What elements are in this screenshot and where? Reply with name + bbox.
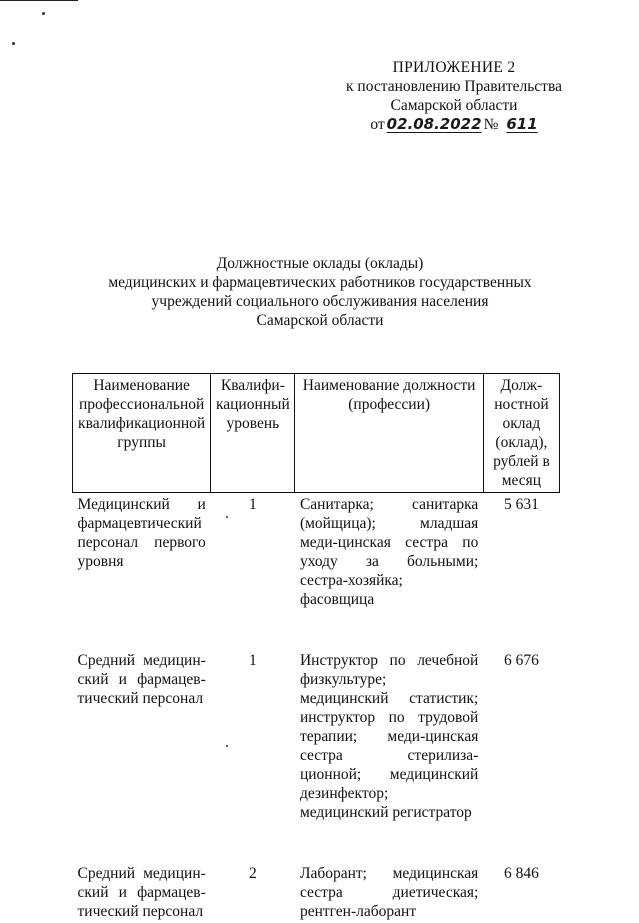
cell-group: Средний медицин-ский и фармацев-тический персонал bbox=[77, 652, 206, 707]
table-header-row bbox=[73, 374, 560, 493]
doc-title-line-4: Самарской области bbox=[256, 312, 384, 329]
table-row bbox=[73, 493, 560, 612]
cell-level: 1 bbox=[248, 496, 257, 513]
cell-level: 2 bbox=[248, 865, 257, 882]
scan-speck bbox=[42, 12, 45, 15]
cell-positions: Санитарка; санитарка (мойщица); младшая меди-цинская сестра по уходу за больными; сестра-хозяйка; фасовщица bbox=[299, 496, 479, 608]
handwritten-date: 02.08.2022 bbox=[386, 115, 482, 133]
table-row bbox=[73, 649, 560, 824]
appendix-line-1: к постановлению Правительства bbox=[346, 78, 562, 95]
number-sign: № bbox=[483, 116, 499, 133]
row-spacer bbox=[73, 611, 560, 649]
doc-title-line-3: учреждений социального обслуживания населения bbox=[151, 293, 489, 310]
cell-positions: Лаборант; медицинская сестра диетическая; рентген-лаборант bbox=[299, 865, 479, 920]
appendix-date-row bbox=[340, 115, 568, 134]
header-position: Наименование должности (профессии) bbox=[295, 374, 483, 493]
appendix-title: ПРИЛОЖЕНИЕ 2 bbox=[392, 59, 516, 76]
table-row bbox=[73, 862, 560, 923]
row-spacer bbox=[73, 824, 560, 862]
doc-title-line-1: Должностные оклады (оклады) bbox=[216, 255, 424, 272]
date-prefix: от bbox=[370, 116, 385, 133]
cell-level: 1 bbox=[248, 652, 257, 669]
cell-salary: 5 631 bbox=[503, 496, 539, 513]
appendix-block bbox=[340, 58, 568, 134]
appendix-line-2: Самарской области bbox=[390, 97, 518, 114]
cell-group: Медицинский и фармацевтический персонал первого уровня bbox=[77, 496, 206, 570]
header-group: Наименование профессиональной квалификационной группы bbox=[73, 374, 211, 493]
cell-positions: Инструктор по лечебной физкультуре; медицинский статистик; инструктор по трудовой терапии; меди-цинская сестра стерилиза-ционной; медицинский дезинфектор; медицинский регистратор bbox=[299, 652, 479, 821]
cell-salary: 6 676 bbox=[503, 652, 539, 669]
doc-title-line-2: медицинских и фармацевтических работников государственных bbox=[108, 274, 532, 291]
document-title bbox=[80, 254, 560, 330]
cell-group: Средний медицин-ский и фармацев-тический персонал bbox=[77, 865, 206, 920]
salary-table bbox=[72, 373, 560, 923]
header-salary: Долж-ностной оклад (оклад), рублей в месяц bbox=[483, 374, 559, 493]
cell-salary: 6 846 bbox=[503, 865, 539, 882]
header-level: Квалифи-кационный уровень bbox=[211, 374, 295, 493]
handwritten-number: 611 bbox=[506, 115, 538, 133]
scan-speck bbox=[12, 42, 15, 45]
scan-edge-line bbox=[0, 0, 78, 1]
